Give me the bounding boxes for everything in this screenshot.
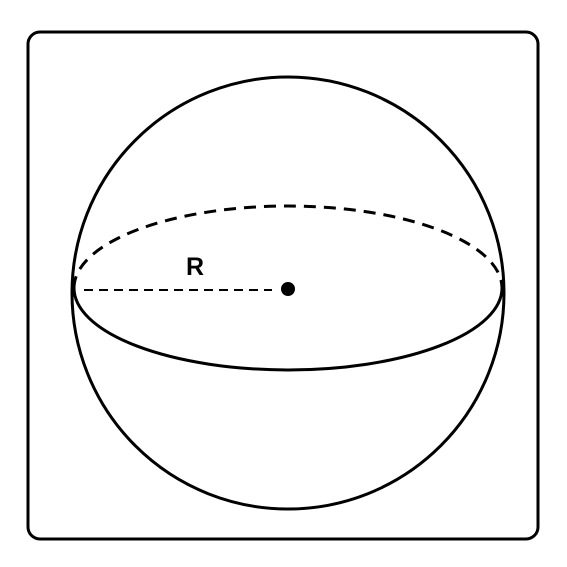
radius-label: R: [185, 253, 205, 281]
center-point: [281, 282, 295, 296]
